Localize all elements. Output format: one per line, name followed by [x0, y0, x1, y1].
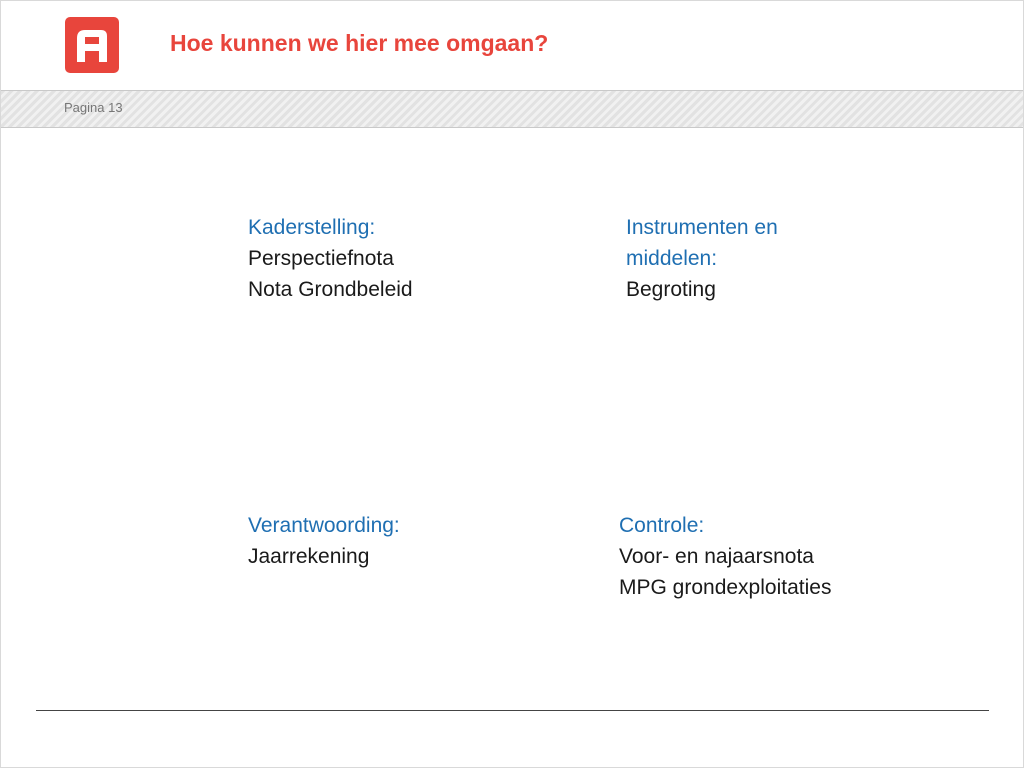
block-item: Nota Grondbeleid: [248, 278, 413, 301]
block-heading: middelen:: [626, 247, 718, 270]
block-item: Voor- en najaarsnota: [619, 545, 814, 568]
slide-title: Hoe kunnen we hier mee omgaan?: [170, 30, 549, 56]
page-number: Pagina 13: [64, 100, 123, 115]
letter-a-logo-icon: [65, 17, 119, 73]
block-item: Begroting: [626, 278, 716, 301]
block-verantwoording: [248, 510, 400, 572]
block-heading: Kaderstelling:: [248, 216, 376, 239]
block-instrumenten: [626, 212, 778, 305]
header-band: [1, 90, 1023, 128]
block-heading: Controle:: [619, 514, 705, 537]
footer-divider: [36, 710, 989, 711]
block-item: MPG grondexploitaties: [619, 576, 832, 599]
block-heading: Verantwoording:: [248, 514, 400, 537]
block-item: Jaarrekening: [248, 545, 370, 568]
block-item: Perspectiefnota: [248, 247, 394, 270]
logo-glyph: [65, 17, 119, 73]
block-kaderstelling: [248, 212, 413, 305]
block-heading: Instrumenten en: [626, 216, 778, 239]
block-controle: [619, 510, 831, 603]
